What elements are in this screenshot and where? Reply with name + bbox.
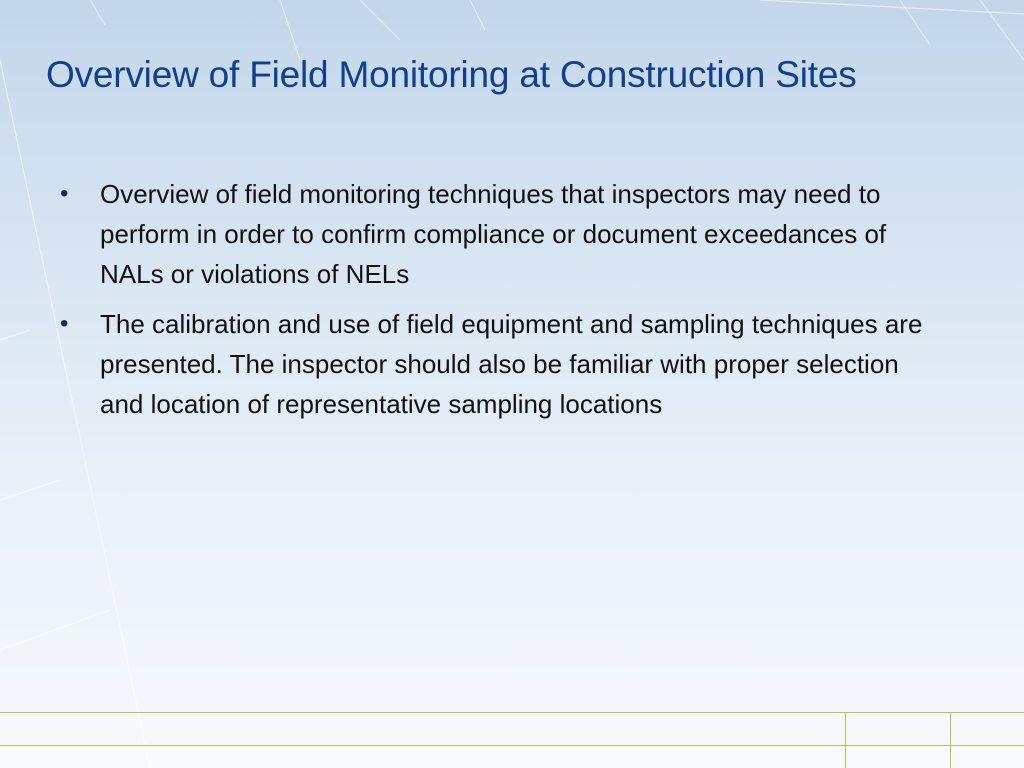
bullet-item [60,304,940,424]
slide-title: Overview of Field Monitoring at Construction Sites [46,54,857,95]
footer-divider [845,712,846,768]
bullet-text: Overview of field monitoring techniques that inspectors may need to perform in order to confirm compliance or document exceedances of NALs or violations of NELs [100,179,887,289]
bullet-text: The calibration and use of field equipment and sampling techniques are presented. The inspector should also be familiar with proper selection and location of representative sampling locations [100,309,923,419]
footer-band [0,712,1024,746]
bullet-item [60,174,940,294]
bullet-icon: • [60,180,69,207]
bullet-icon: • [60,310,69,337]
bullet-list [60,174,940,434]
footer-divider [950,712,951,768]
